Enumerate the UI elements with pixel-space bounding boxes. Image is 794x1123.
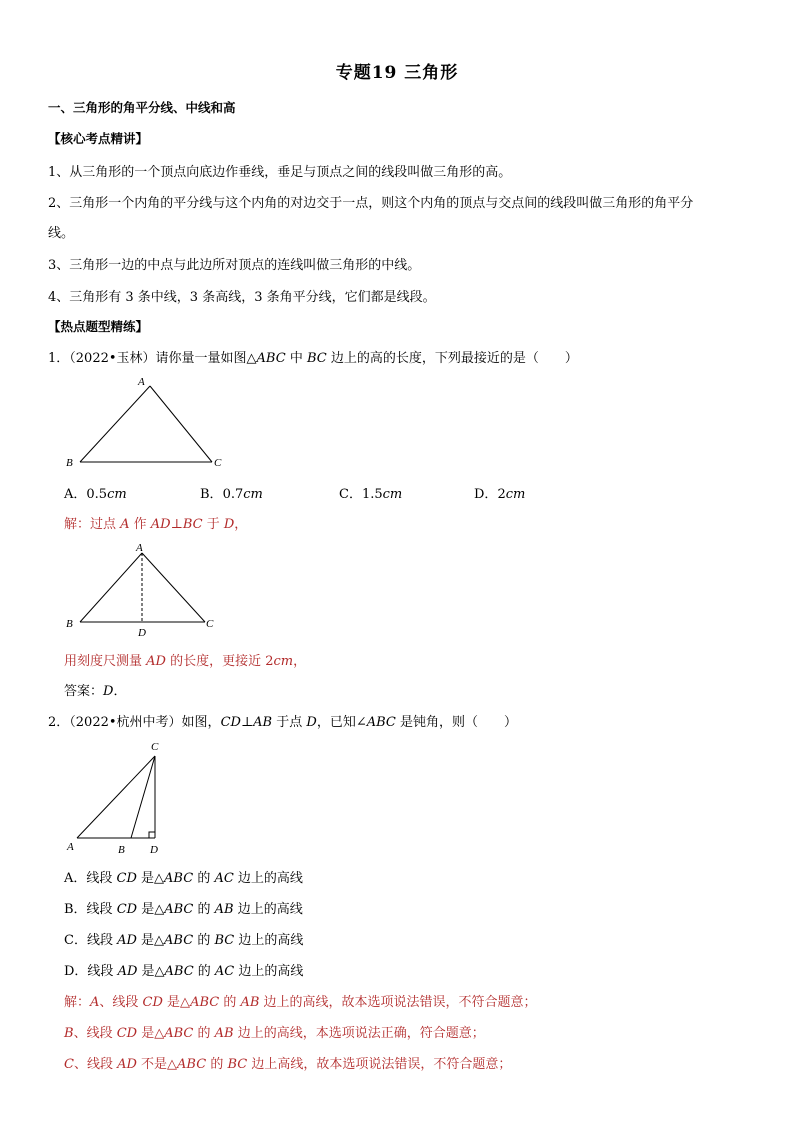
math-var: AB bbox=[253, 715, 273, 730]
question-text: 如图， bbox=[181, 715, 221, 730]
q2-option-d[interactable] bbox=[64, 960, 303, 979]
option-key: D． bbox=[474, 487, 498, 502]
solution-text: 的 bbox=[206, 1057, 228, 1072]
right-angle-mark bbox=[149, 832, 155, 838]
option-key: A．线段 bbox=[64, 871, 117, 886]
solution-text: 的 bbox=[219, 995, 241, 1010]
option-key: C． bbox=[339, 487, 362, 502]
question-source: （2022•杭州中考） bbox=[69, 715, 182, 730]
solution-text: 不是△ bbox=[136, 1057, 178, 1072]
math-var: ABC bbox=[164, 902, 194, 917]
option-value: 0.7 bbox=[222, 487, 244, 502]
option-b[interactable] bbox=[200, 483, 263, 502]
math-var: AD bbox=[150, 517, 171, 532]
answer-label: 答案： bbox=[64, 684, 104, 699]
q2-option-a[interactable] bbox=[64, 867, 303, 886]
question-text: 是钝角，则（ ） bbox=[395, 715, 518, 730]
option-text: 是△ bbox=[136, 933, 165, 948]
vertex-label-b: B bbox=[66, 618, 73, 630]
solution-text: 、线段 bbox=[73, 1026, 117, 1041]
solution-value: 2 bbox=[265, 654, 274, 669]
math-var: ABC bbox=[190, 995, 220, 1010]
core-point-4: 4、三角形有 3 条中线，3 条高线，3 条角平分线，它们都是线段。 bbox=[48, 290, 436, 305]
math-var: A bbox=[120, 517, 130, 532]
option-text: 边上的高线 bbox=[234, 933, 304, 948]
question-source: （2022•玉林） bbox=[69, 351, 156, 366]
option-text: 是△ bbox=[136, 871, 165, 886]
q1-solution-line-2 bbox=[64, 650, 306, 669]
option-text: 边上的高线 bbox=[233, 871, 303, 886]
question-text: ，已知∠ bbox=[316, 715, 367, 730]
solution-text: 用刻度尺测量 bbox=[64, 654, 147, 669]
math-var: AB bbox=[214, 1026, 234, 1041]
math-var: CD bbox=[220, 715, 241, 730]
solution-text: 于 bbox=[202, 517, 224, 532]
math-var: ABC bbox=[366, 715, 396, 730]
math-var: BC bbox=[214, 933, 235, 948]
solution-text: 作 bbox=[129, 517, 151, 532]
option-key: C．线段 bbox=[64, 933, 118, 948]
perp-symbol: ⊥ bbox=[170, 517, 183, 532]
solution-text: 边上高线，故本选项说法错误，不符合题意； bbox=[247, 1057, 512, 1072]
option-text: 是△ bbox=[137, 902, 165, 917]
q1-triangle-figure bbox=[60, 372, 230, 472]
hot-header: 【热点题型精练】 bbox=[48, 319, 149, 334]
option-text: 边上的高线 bbox=[234, 964, 304, 979]
vertex-label-c: C bbox=[206, 618, 214, 630]
option-unit: cm bbox=[505, 487, 526, 502]
question-1 bbox=[48, 347, 578, 366]
math-var: ABC bbox=[164, 1026, 194, 1041]
triangle-side-ac bbox=[142, 553, 205, 622]
solution-text: ， bbox=[234, 517, 248, 532]
math-var: AD bbox=[117, 933, 137, 948]
question-2 bbox=[48, 711, 517, 730]
option-value: 2 bbox=[497, 487, 506, 502]
question-text: 于点 bbox=[272, 715, 307, 730]
solution-unit: cm bbox=[273, 654, 294, 669]
question-number: 2． bbox=[48, 715, 70, 730]
q2-option-b[interactable] bbox=[64, 898, 303, 917]
solution-text: 是△ bbox=[162, 995, 191, 1010]
question-text: 请你量一量如图△ bbox=[155, 351, 257, 366]
q2-triangle-figure bbox=[60, 736, 170, 856]
math-var: CD bbox=[116, 902, 138, 917]
question-text: 中 bbox=[285, 351, 307, 366]
option-a[interactable] bbox=[64, 483, 127, 502]
math-var: AB bbox=[214, 902, 234, 917]
vertex-label-a: A bbox=[67, 841, 74, 853]
math-var: AD bbox=[146, 654, 166, 669]
option-text: 边上的高线 bbox=[233, 902, 303, 917]
triangle-side-ab bbox=[80, 386, 150, 462]
solution-key: B bbox=[64, 1026, 74, 1041]
vertex-label-d: D bbox=[150, 844, 158, 856]
core-point-3: 3、三角形一边的中点与此边所对顶点的连线叫做三角形的中线。 bbox=[48, 258, 421, 273]
core-point-2-cont: 线。 bbox=[48, 226, 75, 241]
math-var: AC bbox=[214, 964, 235, 979]
math-var: BC bbox=[227, 1057, 248, 1072]
solution-text: 边上的高线，故本选项说法错误，不符合题意； bbox=[259, 995, 537, 1010]
option-key: B．线段 bbox=[64, 902, 117, 917]
solution-text: ， bbox=[293, 654, 307, 669]
section-heading: 一、三角形的角平分线、中线和高 bbox=[48, 100, 236, 115]
math-var: ABC bbox=[164, 964, 194, 979]
option-text: 的 bbox=[193, 964, 215, 979]
solution-key: A bbox=[90, 995, 100, 1010]
option-unit: cm bbox=[107, 487, 127, 502]
vertex-label-a: A bbox=[136, 542, 143, 554]
option-unit: cm bbox=[382, 487, 403, 502]
math-var: AC bbox=[214, 871, 234, 886]
q2-option-c[interactable] bbox=[64, 929, 303, 948]
option-unit: cm bbox=[243, 487, 263, 502]
core-header: 【核心考点精讲】 bbox=[48, 131, 149, 146]
q1-solution-figure bbox=[60, 540, 230, 640]
option-value: 1.5 bbox=[361, 487, 383, 502]
page-title: 专题19 三角形 bbox=[335, 63, 459, 83]
vertex-label-b: B bbox=[118, 844, 125, 856]
solution-text: 边上的高线，本选项说法正确，符合题意； bbox=[233, 1026, 485, 1041]
option-value: 0.5 bbox=[86, 487, 108, 502]
option-d[interactable] bbox=[474, 483, 525, 502]
math-var: D bbox=[306, 715, 317, 730]
math-var: CD bbox=[116, 1026, 138, 1041]
solution-text: 的 bbox=[193, 1026, 215, 1041]
option-key: A． bbox=[64, 487, 87, 502]
triangle-side-ab bbox=[80, 553, 142, 622]
solution-text: 解：过点 bbox=[64, 517, 121, 532]
option-text: 的 bbox=[193, 933, 215, 948]
math-var: BC bbox=[182, 517, 203, 532]
q1-answer bbox=[64, 680, 126, 699]
option-text: 的 bbox=[193, 902, 215, 917]
math-var: D bbox=[223, 517, 235, 532]
question-number: 1． bbox=[48, 351, 70, 366]
solution-text: 、线段 bbox=[73, 1057, 118, 1072]
vertex-label-c: C bbox=[214, 457, 222, 469]
math-var: CD bbox=[116, 871, 137, 886]
q2-solution-line-3 bbox=[64, 1053, 511, 1072]
math-var: ABC bbox=[256, 351, 286, 366]
vertex-label-a: A bbox=[138, 376, 145, 388]
math-var: ABC bbox=[177, 1057, 207, 1072]
solution-text: 的长度，更接近 bbox=[165, 654, 266, 669]
solution-text: 是△ bbox=[137, 1026, 165, 1041]
math-var: ABC bbox=[164, 871, 194, 886]
answer-value: D bbox=[103, 684, 114, 699]
math-var: BC bbox=[306, 351, 327, 366]
core-point-2: 2、三角形一个内角的平分线与这个内角的对边交于一点，则这个内角的顶点与交点间的线段叫做三角形的角平分 bbox=[48, 196, 694, 211]
option-key: B． bbox=[200, 487, 223, 502]
triangle-side-ac bbox=[150, 386, 212, 462]
math-var: ABC bbox=[164, 933, 194, 948]
vertex-label-c: C bbox=[151, 741, 159, 753]
solution-key: C bbox=[64, 1057, 74, 1072]
solution-text: 解： bbox=[64, 995, 91, 1010]
option-key: D．线段 bbox=[64, 964, 118, 979]
math-var: CD bbox=[142, 995, 163, 1010]
q2-solution-line-2 bbox=[64, 1022, 485, 1041]
q1-solution-line-1 bbox=[64, 513, 247, 532]
math-var: AB bbox=[240, 995, 260, 1010]
vertex-label-b: B bbox=[66, 457, 73, 469]
vertex-label-d: D bbox=[138, 627, 146, 639]
core-point-1: 1、从三角形的一个顶点向底边作垂线，垂足与顶点之间的线段叫做三角形的高。 bbox=[48, 165, 512, 180]
perp-symbol: ⊥ bbox=[240, 715, 254, 730]
option-c[interactable] bbox=[339, 483, 402, 502]
math-var: AD bbox=[117, 964, 138, 979]
option-text: 的 bbox=[193, 871, 215, 886]
answer-text: ． bbox=[113, 684, 127, 699]
q2-solution-line-1 bbox=[64, 991, 537, 1010]
math-var: AD bbox=[117, 1057, 137, 1072]
question-text: 边上的高的长度，下列最接近的是（ ） bbox=[326, 351, 578, 366]
option-text: 是△ bbox=[137, 964, 165, 979]
solution-text: 、线段 bbox=[99, 995, 143, 1010]
